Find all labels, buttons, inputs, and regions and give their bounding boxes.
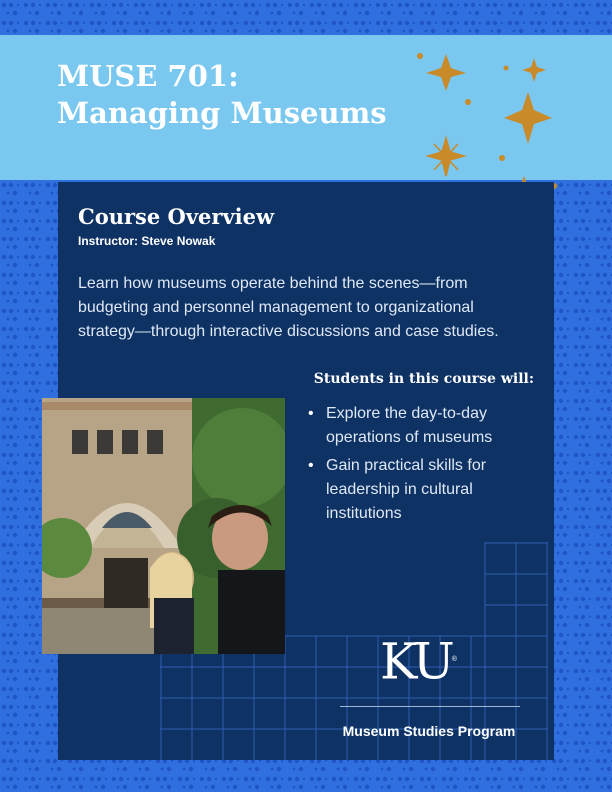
outcomes-heading: Students in this course will: [313, 371, 534, 387]
course-title-line2: Managing Museums [57, 96, 387, 130]
star-decoration [400, 40, 612, 200]
outcome-item: • Explore the day-to-day operations of museums [306, 402, 526, 450]
instructor-label: Instructor: Steve Nowak [78, 234, 216, 248]
ku-logo: KU® [380, 632, 457, 691]
sparkle-icon [499, 155, 505, 161]
star-icon [426, 54, 466, 91]
outcomes-list [306, 402, 526, 530]
course-overview-heading: Course Overview [78, 204, 275, 229]
ku-logo-text: KU [380, 632, 452, 691]
star-icon [522, 58, 546, 82]
sparkle-icon [504, 66, 509, 71]
sparkle-icon [417, 53, 423, 59]
star-icon [504, 92, 552, 144]
campus-photo [42, 398, 285, 654]
sparkle-icon [428, 138, 464, 176]
program-name: Museum Studies Program [342, 723, 516, 739]
outcome-item: • Gain practical skills for leadership in cultural institutions [306, 454, 526, 526]
course-title-line1: MUSE 701: [57, 59, 239, 93]
course-description: Learn how museums operate behind the scenes—from budgeting and personnel management to organizational strategy—through interactive discussions and case studies. [78, 275, 499, 340]
footer-divider [340, 706, 520, 707]
course-title [57, 58, 387, 132]
sparkle-icon [465, 99, 471, 105]
